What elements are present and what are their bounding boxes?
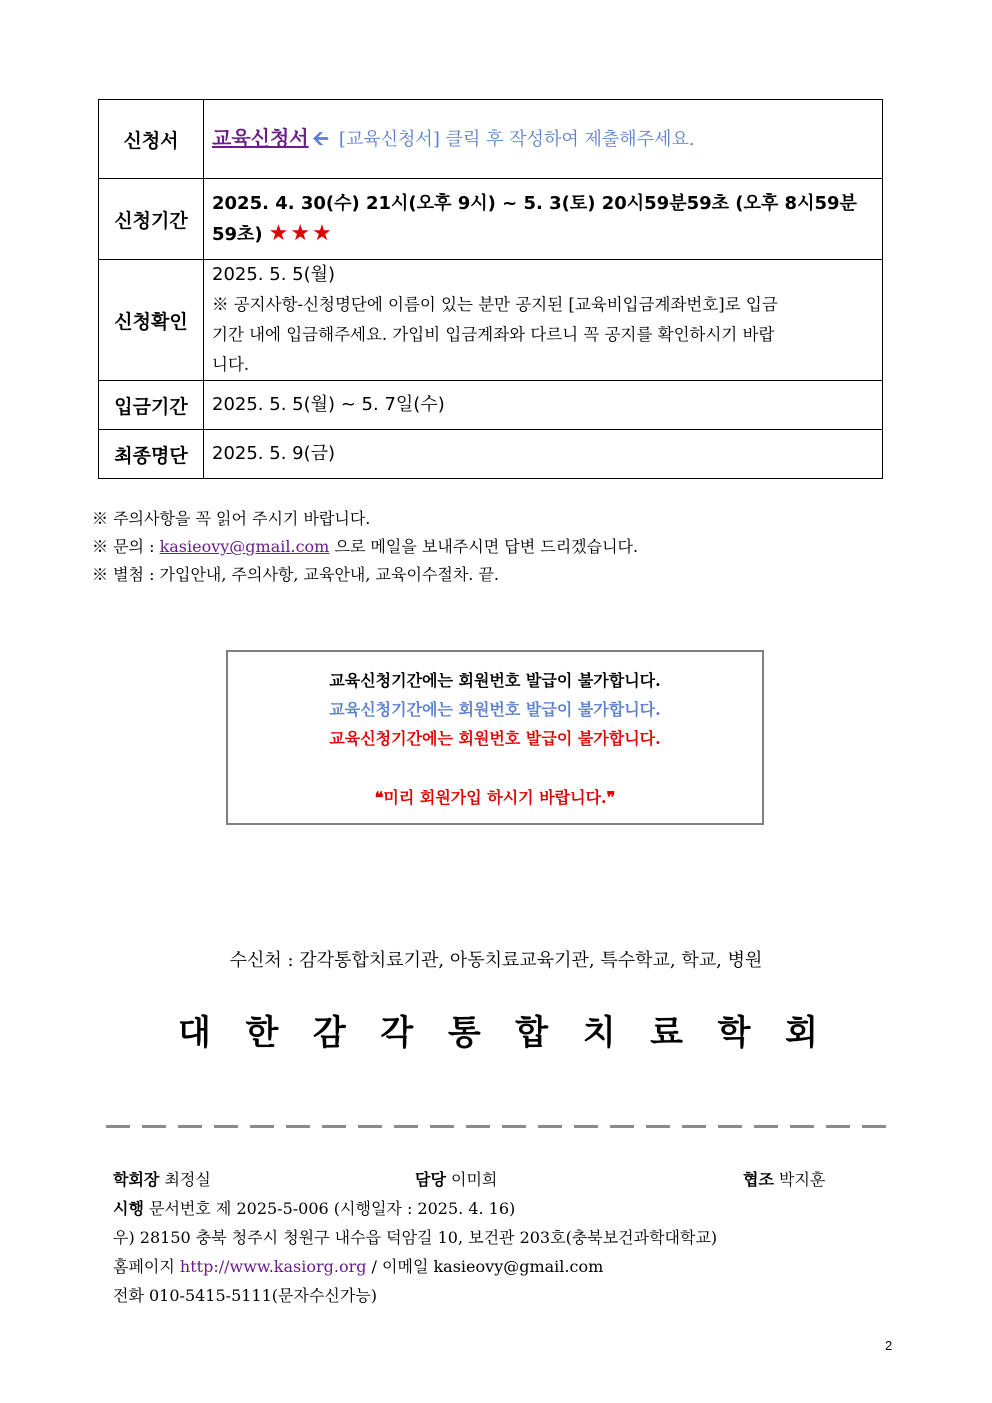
- period-line-2-text: 59초): [212, 223, 263, 245]
- exec-text: 문서번호 제 2025-5-006 (시행일자 : 2025. 4. 16): [149, 1199, 516, 1218]
- footer-address: 우) 28150 충북 청주시 청원구 내수읍 덕암길 10, 보건관 203호(충북보건과학대학교): [113, 1228, 718, 1247]
- page-number: 2: [885, 1338, 893, 1353]
- table-row: [99, 100, 883, 179]
- notice-line-red: 교육신청기간에는 회원번호 발급이 불가합니다.: [329, 729, 661, 748]
- manager-name: 이미희: [451, 1170, 498, 1189]
- footer-signers: [113, 1165, 853, 1194]
- society-char: 통: [447, 1013, 481, 1053]
- note-inquiry: [92, 533, 638, 561]
- row-value-application: [204, 100, 883, 179]
- coop-name: 박지훈: [779, 1170, 826, 1189]
- society-char: 치: [582, 1013, 616, 1053]
- footer-info: [113, 1165, 853, 1310]
- application-info-table: [98, 99, 883, 479]
- period-line-2: [212, 219, 874, 250]
- recipients-line: 수신처 : 감각통합치료기관, 아동치료교육기관, 특수학교, 학교, 병원: [229, 950, 763, 971]
- president-label: 학회장: [113, 1170, 160, 1189]
- footer-email: / 이메일 kasieovy@gmail.com: [366, 1257, 604, 1276]
- table-row: [99, 381, 883, 430]
- confirm-note-line-2: 기간 내에 입금해주세요. 가입비 입금계좌와 다르니 꼭 공지를 확인하시기 바랍: [212, 325, 775, 344]
- footer-contact: [113, 1252, 853, 1281]
- confirm-date: 2025. 5. 5(월): [212, 264, 336, 285]
- form-hint-text: [교육신청서] 클릭 후 작성하여 제출해주세요.: [338, 129, 695, 150]
- application-form-link[interactable]: 교육신청서: [212, 126, 309, 150]
- notice-box: [226, 650, 764, 825]
- manager-label: 담당: [415, 1170, 446, 1189]
- society-char: 대: [178, 1013, 211, 1053]
- star-icons: ★★★: [268, 220, 334, 246]
- society-char: 학: [717, 1013, 751, 1053]
- confirm-note-line-3: 니다.: [212, 355, 250, 374]
- coop-label: 협조: [743, 1170, 774, 1189]
- row-head-final-list: 최종명단: [99, 430, 204, 479]
- homepage-link[interactable]: http://www.kasiorg.org: [179, 1257, 367, 1276]
- period-line-1: 2025. 4. 30(수) 21시(오후 9시) ~ 5. 3(토) 20시59분59초 (오후 8시59분: [212, 192, 857, 214]
- inquiry-email-link[interactable]: kasieovy@gmail.com: [159, 537, 330, 556]
- table-row: [99, 260, 883, 381]
- notice-line-black: 교육신청기간에는 회원번호 발급이 불가합니다.: [329, 671, 661, 690]
- row-value-final-list: 2025. 5. 9(금): [204, 430, 883, 479]
- notes-section: [92, 505, 638, 589]
- manager: [415, 1165, 497, 1194]
- dashed-divider: [106, 1125, 886, 1128]
- row-value-payment: 2025. 5. 5(월) ~ 5. 7일(수): [204, 381, 883, 430]
- society-char: 합: [515, 1013, 549, 1053]
- president-name: 최정실: [164, 1170, 211, 1189]
- row-head-application: 신청서: [99, 100, 204, 179]
- notice-line-blue: 교육신청기간에는 회원번호 발급이 불가합니다.: [329, 700, 661, 719]
- society-char: 감: [312, 1013, 346, 1053]
- society-char: 한: [245, 1013, 279, 1053]
- confirm-note-line-1: ※ 공지사항-신청명단에 이름이 있는 분만 공지된 [교육비입금계좌번호]로 입금: [212, 295, 778, 314]
- note-read-caution: ※ 주의사항을 꼭 읽어 주시기 바랍니다.: [92, 509, 371, 528]
- exec-label: 시행: [113, 1199, 144, 1218]
- note-inquiry-suffix: 으로 메일을 보내주시면 답변 드리겠습니다.: [329, 537, 639, 556]
- cooperator: [743, 1165, 825, 1194]
- society-name: [178, 1005, 818, 1054]
- row-head-confirm: 신청확인: [99, 260, 204, 381]
- row-value-period: [204, 179, 883, 260]
- president: [113, 1165, 211, 1194]
- note-attachments: ※ 별첨 : 가입안내, 주의사항, 교육안내, 교육이수절차. 끝.: [92, 565, 499, 584]
- table-row: [99, 430, 883, 479]
- left-arrow-icon: 🡨: [312, 126, 329, 150]
- footer-exec: [113, 1194, 853, 1223]
- society-char: 료: [650, 1013, 684, 1053]
- footer-phone: 전화 010-5415-5111(문자수신가능): [113, 1286, 378, 1305]
- row-head-period: 신청기간: [99, 179, 204, 260]
- table-row: [99, 179, 883, 260]
- homepage-label: 홈페이지: [113, 1257, 175, 1276]
- society-char: 회: [785, 1013, 818, 1053]
- row-value-confirm: [204, 260, 883, 381]
- notice-signup-request: ❝미리 회원가입 하시기 바랍니다.❞: [374, 788, 616, 807]
- row-head-payment: 입금기간: [99, 381, 204, 430]
- society-char: 각: [380, 1013, 414, 1053]
- note-inquiry-prefix: ※ 문의 :: [92, 537, 160, 556]
